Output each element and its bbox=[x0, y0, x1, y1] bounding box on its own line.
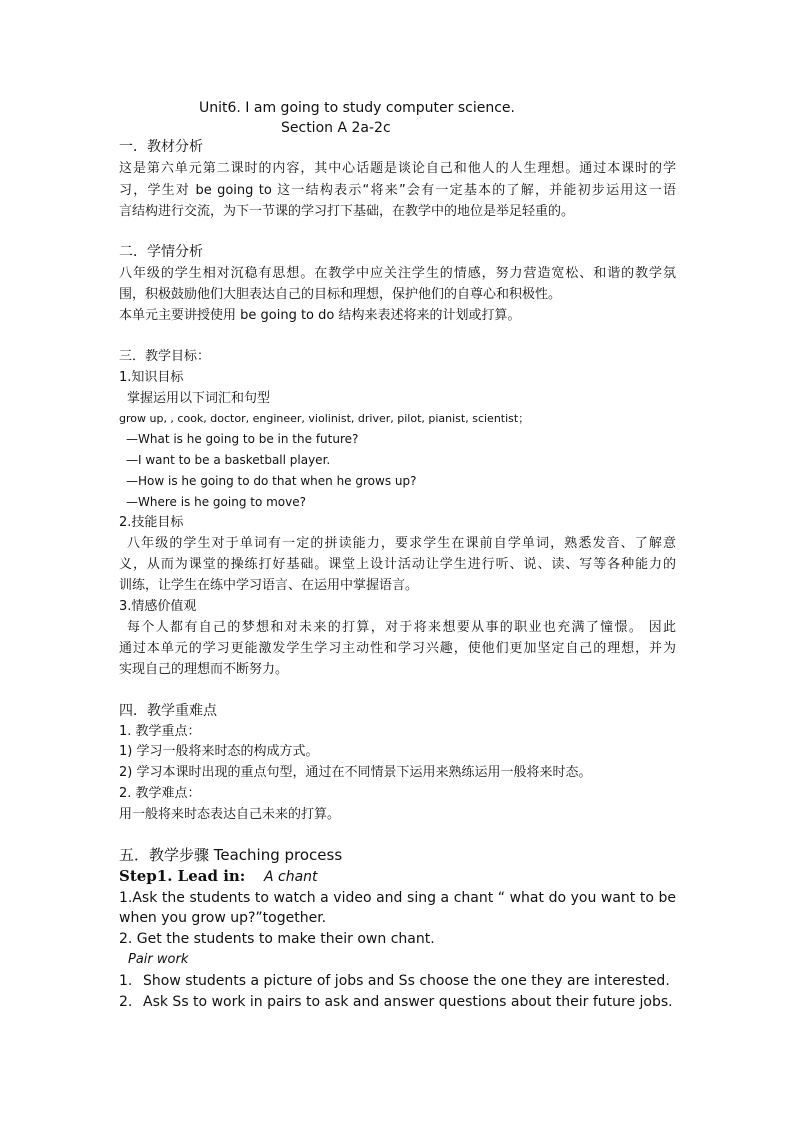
section-2-line-1: 八年级的学生相对沉稳有思想。在教学中应关注学生的情感，努力营造宽松、和谐的教学氛 bbox=[119, 266, 676, 281]
sentence-pattern-4: —Where is he going to move? bbox=[126, 495, 306, 509]
knowledge-goal-title: 1.知识目标 bbox=[119, 370, 184, 385]
emotion-goal-line-2: 通过本单元的学习更能激发学生学习主动性和学习兴趣，使他们更加坚定自己的理想，并为 bbox=[119, 641, 676, 656]
step1-label: Step1. Lead in: bbox=[119, 867, 246, 885]
section-1-line-2: 习，学生对 be going to 这一结构表示“将来”会有一定基本的了解，并能初步运用这一语 bbox=[119, 183, 676, 198]
pair-work-label: Pair work bbox=[128, 952, 189, 967]
skill-goal-title: 2.技能目标 bbox=[119, 515, 184, 530]
section-2-line-3: 本单元主要讲授使用 be going to do 结构来表述将来的计划或打算。 bbox=[119, 308, 521, 323]
sentence-pattern-1: —What is he going to be in the future? bbox=[126, 432, 359, 446]
difficult-point-1: 用一般将来时态表达自己未来的打算。 bbox=[119, 807, 341, 822]
key-points-title: 1. 教学重点： bbox=[119, 724, 201, 739]
document-title: Unit6. I am going to study computer science. bbox=[199, 100, 515, 116]
sentence-pattern-2: —I want to be a basketball player. bbox=[126, 453, 331, 467]
document-subtitle: Section A 2a-2c bbox=[281, 120, 391, 136]
emotion-goal-line-3: 实现自己的理想而不断努力。 bbox=[119, 662, 289, 677]
emotion-goal-line-1: 每个人都有自己的梦想和对未来的打算，对于将来想要从事的职业也充满了憧憬。 因此 bbox=[127, 620, 676, 635]
key-point-2: 2) 学习本课时出现的重点句型，通过在不同情景下运用来熟练运用一般将来时态。 bbox=[119, 765, 592, 780]
section-1-heading: 一．教材分析 bbox=[119, 139, 203, 155]
skill-goal-line-2: 义，从而为课堂的操练打好基础。课堂上设计活动让学生进行听、说、读、写等各种能力的 bbox=[119, 557, 676, 572]
pair-work-1-number: 1. bbox=[119, 973, 133, 989]
step1-item-1-line-1: 1.Ask the students to watch a video and sing a chant “ what do you want to be bbox=[119, 890, 676, 906]
step1-item-2: 2. Get the students to make their own chant. bbox=[119, 931, 435, 947]
vocabulary-list: grow up, , cook, doctor, engineer, violinist, driver, pilot, pianist, scientist； bbox=[119, 412, 530, 425]
section-5-heading: 五．教学步骤 Teaching process bbox=[119, 846, 343, 864]
pair-work-2-number: 2. bbox=[119, 994, 133, 1010]
pair-work-2: Ask Ss to work in pairs to ask and answer questions about their future jobs. bbox=[143, 994, 673, 1010]
difficult-points-title: 2. 教学难点： bbox=[119, 786, 201, 801]
section-1-line-1: 这是第六单元第二课时的内容，其中心话题是谈论自己和他人的人生理想。通过本课时的学 bbox=[119, 161, 676, 176]
section-2-heading: 二．学情分析 bbox=[119, 244, 203, 260]
section-2-line-2: 围，积极鼓励他们大胆表达自己的目标和理想，保护他们的自尊心和积极性。 bbox=[119, 287, 562, 302]
knowledge-goal-intro: 掌握运用以下词汇和句型 bbox=[127, 391, 271, 406]
section-4-heading: 四．教学重难点 bbox=[119, 703, 217, 719]
sentence-pattern-3: —How is he going to do that when he grows up? bbox=[126, 474, 417, 488]
skill-goal-line-1: 八年级的学生对于单词有一定的拼读能力，要求学生在课前自学单词，熟悉发音、了解意 bbox=[127, 536, 676, 551]
step1-activity: A chant bbox=[264, 869, 318, 885]
step1-item-1-line-2: when you grow up?”together. bbox=[119, 910, 327, 926]
key-point-1: 1) 学习一般将来时态的构成方式。 bbox=[119, 744, 319, 759]
section-1-line-3: 言结构进行交流，为下一节课的学习打下基础，在教学中的地位是举足轻重的。 bbox=[119, 204, 575, 219]
skill-goal-line-3: 训练，让学生在练中学习语言、在运用中掌握语言。 bbox=[119, 578, 419, 593]
emotion-goal-title: 3.情感价值观 bbox=[119, 599, 197, 614]
pair-work-1: Show students a picture of jobs and Ss choose the one they are interested. bbox=[143, 973, 670, 989]
section-3-heading: 三．教学目标： bbox=[119, 349, 211, 364]
